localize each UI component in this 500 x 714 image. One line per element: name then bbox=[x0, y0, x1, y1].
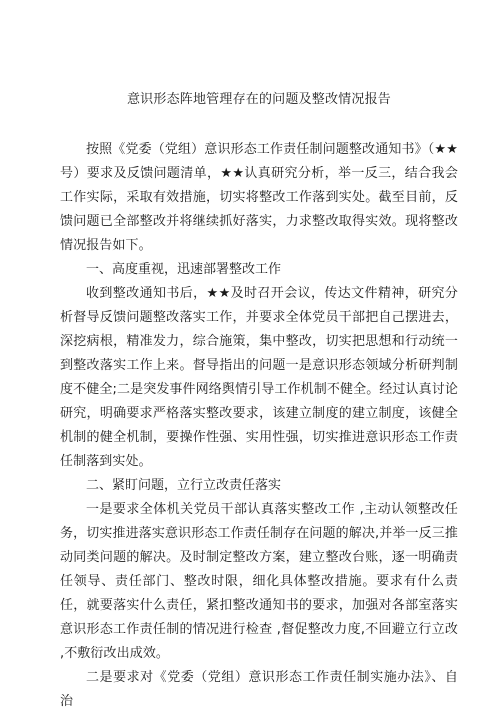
section-1-paragraph: 收到整改通知书后，★★及时召开会议，传达文件精神，研究分析督导反馈问题整改落实工作，并要求全体党员干部把自己摆进去，深挖病根，精准发力，综合施策，集中整改，切实把思想和行动统一到整改落实工作上来。督导指出的问题一是意识形态领域分析研判制度不健全;二是突发事件网络舆情引导工作机制不健全。经过认真讨论研究，明确要求严格落实整改要求，该建立制度的建立制度，该健全机制的健全机制，要操作性强、实用性强，切实推进意识形态工作责任制落到实处。 bbox=[60, 286, 458, 469]
section-2-paragraph-2: 二是要求对《党委（党组）意识形态工作责任制实施办法》、自治 bbox=[60, 670, 458, 709]
section-heading-1: 一、高度重视，迅速部署整改工作 bbox=[86, 262, 282, 277]
intro-paragraph: 按照《党委（党组）意识形态工作责任制问题整改通知书》（★★号）要求及反馈问题清单，★★认真研究分析，举一反三，结合我会工作实际，采取有效措施，切实将整改工作落到实处。截至目前，反馈问题已全部整改并将继续抓好落实，力求整改取得实效。现将整改情况报告如下。 bbox=[60, 142, 458, 253]
document-title: 意识形态阵地管理存在的问题及整改情况报告 bbox=[126, 92, 391, 107]
section-2-paragraph-1: 一是要求全体机关党员干部认真落实整改工作 ,主动认领整改任务，切实推进落实意识形态工作责任制存在问题的解决,并举一反三推动同类问题的解决。及时制定整改方案，建立整改台账，逐一明确责任领导、责任部门、整改时限，细化具体整改措施。要求有什么责任，就要落实什么责任，紧扣整改通知书的要求，加强对各部室落实意识形态工作责任制的情况进行检查 ,督促整改力度,不回避立行立改 ,不敷衍改出成效。 bbox=[60, 502, 458, 661]
section-heading-2: 二、紧盯问题，立行立改责任落实 bbox=[86, 478, 282, 493]
